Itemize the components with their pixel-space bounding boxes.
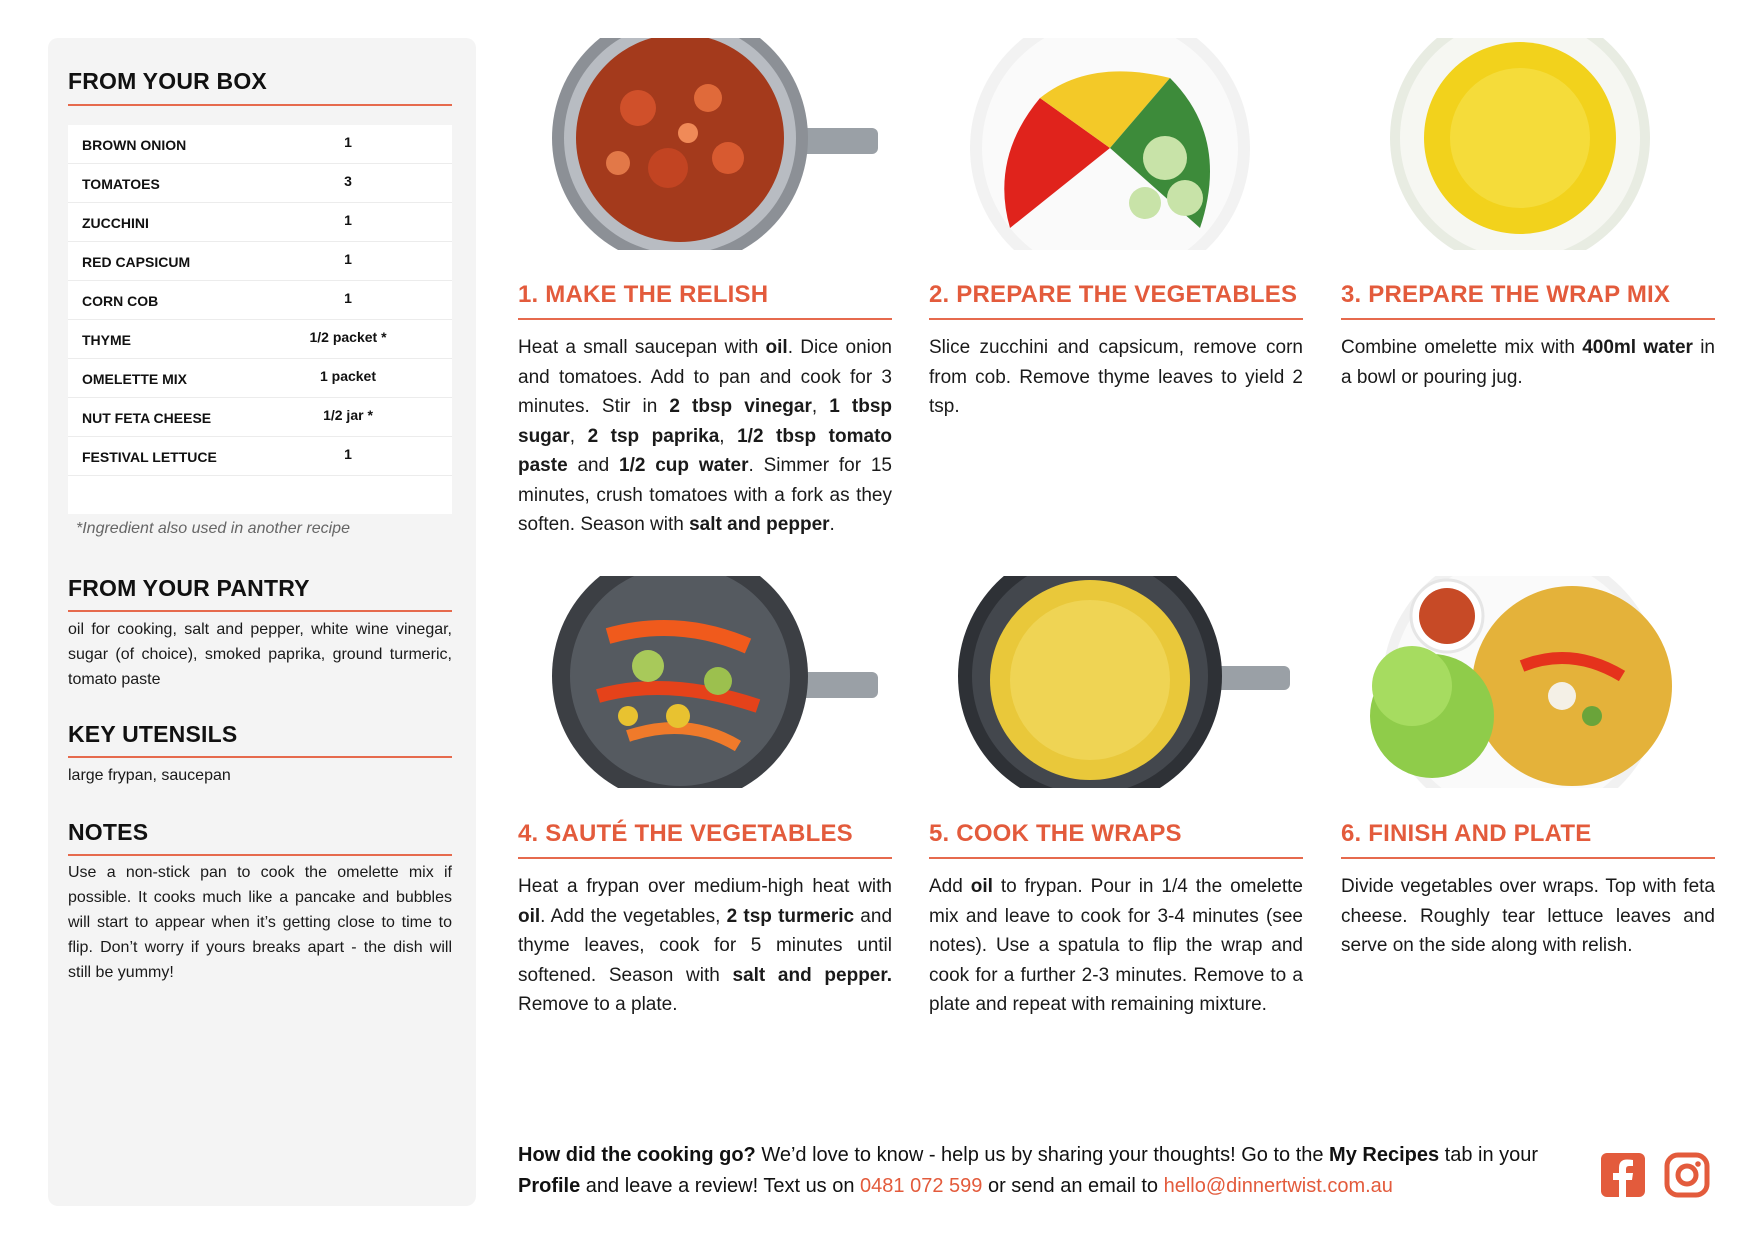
step-rule xyxy=(929,857,1303,859)
heading-rule xyxy=(68,610,452,612)
step-5-title: 5. COOK THE WRAPS xyxy=(929,820,1182,847)
step-text-segment: , xyxy=(811,396,830,417)
step-text-segment: . xyxy=(829,514,835,535)
step-6-photo xyxy=(1342,576,1702,788)
step-emphasis: 1/2 tbsp tomato paste xyxy=(518,425,892,476)
step-1-title: 1. MAKE THE RELISH xyxy=(518,281,769,308)
step-text-segment: . Simmer for 15 minutes, crush tomatoes with a fork as they soften. Season with xyxy=(518,455,892,535)
step-2-title: 2. PREPARE THE VEGETABLES xyxy=(929,281,1298,308)
step-emphasis: 400ml water xyxy=(1582,337,1693,358)
notes-text: Use a non-stick pan to cook the omelette mix if possible. It cooks much like a pancake and bubbles will start to appear when it’s getting close to time to flip. Don’t worry if yours breaks apart - the dish will still be yummy! xyxy=(68,864,452,981)
step-3-photo xyxy=(1342,38,1702,250)
ingredient-qty: 1/2 packet * xyxy=(309,329,387,345)
step-text-segment: , xyxy=(719,425,738,447)
step-2-text xyxy=(929,333,1303,422)
ingredient-row xyxy=(68,320,452,359)
ingredient-row xyxy=(68,437,452,476)
step-text-segment: Heat a frypan over medium-high heat with xyxy=(518,876,892,897)
pantry-text: oil for cooking, salt and pepper, white wine vinegar, sugar (of choice), smoked paprika, ground turmeric, tomato paste xyxy=(68,621,452,688)
ingredient-qty: 1 xyxy=(344,446,352,462)
step-4-text xyxy=(518,872,892,1020)
step-text-segment: and xyxy=(567,455,619,476)
heading-rule xyxy=(68,854,452,856)
footer-question: How did the cooking go? xyxy=(518,1144,756,1166)
ingredient-row xyxy=(68,281,452,320)
step-3-title: 3. PREPARE THE WRAP MIX xyxy=(1341,281,1671,308)
my-recipes-label: My Recipes xyxy=(1329,1144,1440,1166)
step-emphasis: 2 tsp turmeric xyxy=(726,905,855,927)
step-emphasis: oil xyxy=(518,905,541,927)
step-text-segment: Remove to a plate. xyxy=(518,994,678,1015)
ingredient-row xyxy=(68,398,452,437)
ingredient-row xyxy=(68,164,452,203)
ingredient-qty: 1 xyxy=(344,212,352,228)
step-emphasis: 2 tsp paprika xyxy=(587,425,720,447)
ingredient-name: TOMATOES xyxy=(82,176,160,192)
step-emphasis: oil xyxy=(970,876,993,897)
step-4-photo xyxy=(518,576,878,788)
ingredient-name: RED CAPSICUM xyxy=(82,254,191,270)
heading-rule xyxy=(68,756,452,758)
utensils-text: large frypan, saucepan xyxy=(68,767,231,784)
step-2-photo xyxy=(930,38,1290,250)
email-link[interactable]: hello@dinnertwist.com.au xyxy=(1163,1175,1393,1197)
profile-label: Profile xyxy=(518,1175,581,1197)
step-emphasis: salt and pepper xyxy=(689,514,830,535)
step-text-segment: Divide vegetables over wraps. Top with feta cheese. Roughly tear lettuce leaves and serve on the side along with relish. xyxy=(1341,876,1715,956)
ingredient-table xyxy=(68,125,452,514)
facebook-icon[interactable] xyxy=(1600,1152,1646,1198)
footer-text-4: or send an email to xyxy=(982,1175,1164,1197)
notes-heading: NOTES xyxy=(68,819,149,845)
step-text-segment: and thyme leaves, cook for 5 minutes until softened. Season with xyxy=(518,905,893,986)
pantry-heading: FROM YOUR PANTRY xyxy=(68,575,310,601)
step-emphasis: 1 tbsp sugar xyxy=(518,396,892,447)
step-text-segment: Slice zucchini and capsicum, remove corn from cob. Remove thyme leaves to yield 2 tsp. xyxy=(929,337,1303,417)
ingredient-row xyxy=(68,203,452,242)
ingredients-sidebar xyxy=(48,38,476,1206)
ingredient-row-empty xyxy=(68,476,452,514)
ingredient-qty: 1 xyxy=(344,251,352,267)
step-text-segment: Combine omelette mix with xyxy=(1341,337,1583,358)
step-emphasis: 2 tbsp vinegar xyxy=(669,396,812,417)
step-rule xyxy=(518,857,892,859)
footer-text-3: and leave a review! Text us on xyxy=(580,1175,861,1197)
step-5-photo xyxy=(930,576,1290,788)
ingredient-qty: 1 packet xyxy=(319,368,377,384)
step-text-segment: , xyxy=(569,425,588,447)
ingredient-qty: 3 xyxy=(344,173,352,189)
ingredient-name: THYME xyxy=(82,332,131,348)
utensils-heading: KEY UTENSILS xyxy=(68,721,238,747)
step-1-text xyxy=(518,333,892,540)
step-rule xyxy=(929,318,1303,320)
ingredient-name: ZUCCHINI xyxy=(82,215,149,231)
step-text-segment: . Dice onion and tomatoes. Add to pan and cook for 3 minutes. Stir in xyxy=(518,337,892,417)
ingredient-footnote: *Ingredient also used in another recipe xyxy=(76,520,350,537)
from-your-box-heading: FROM YOUR BOX xyxy=(68,68,267,94)
ingredient-name: NUT FETA CHEESE xyxy=(82,410,212,426)
ingredient-qty: 1 xyxy=(344,290,352,306)
ingredient-row xyxy=(68,125,452,164)
step-text-segment: Heat a small saucepan with xyxy=(518,337,766,358)
ingredient-qty: 1/2 jar * xyxy=(323,407,373,423)
ingredient-row xyxy=(68,359,452,398)
step-emphasis: oil xyxy=(765,337,788,358)
ingredient-name: FESTIVAL LETTUCE xyxy=(82,449,217,465)
ingredient-name: OMELETTE MIX xyxy=(82,371,187,387)
step-text-segment: . Add the vegetables, xyxy=(540,905,727,927)
step-4-title: 4. SAUTÉ THE VEGETABLES xyxy=(518,820,853,847)
feedback-footer xyxy=(518,1140,1578,1202)
step-text-segment: in a bowl or pouring jug. xyxy=(1341,337,1715,388)
step-3-text xyxy=(1341,333,1715,392)
heading-rule xyxy=(68,104,452,106)
ingredient-name: BROWN ONION xyxy=(82,137,187,153)
step-text-segment: to frypan. Pour in 1/4 the omelette mix and leave to cook for 3-4 minutes (see notes). Use a spatula to flip the wrap and cook for a further 2-3 minutes. Remove to a plate and repeat with remaining mixture. xyxy=(929,876,1303,1015)
ingredient-qty: 1 xyxy=(344,134,352,150)
footer-text-2: tab in your xyxy=(1439,1144,1539,1166)
step-6-text xyxy=(1341,872,1715,961)
step-rule xyxy=(1341,857,1715,859)
ingredient-row xyxy=(68,242,452,281)
ingredient-name: CORN COB xyxy=(82,293,159,309)
step-rule xyxy=(1341,318,1715,320)
phone-number[interactable]: 0481 072 599 xyxy=(860,1175,983,1197)
step-rule xyxy=(518,318,892,320)
step-6-title: 6. FINISH AND PLATE xyxy=(1341,820,1592,847)
step-emphasis: 1/2 cup water xyxy=(619,455,749,476)
step-emphasis: salt and pepper. xyxy=(732,964,892,986)
footer-text-1: We’d love to know - help us by sharing your thoughts! Go to the xyxy=(755,1144,1330,1166)
step-1-photo xyxy=(518,38,878,250)
instagram-icon[interactable] xyxy=(1664,1152,1710,1198)
step-text-segment: Add xyxy=(929,876,971,897)
step-5-text xyxy=(929,872,1303,1020)
